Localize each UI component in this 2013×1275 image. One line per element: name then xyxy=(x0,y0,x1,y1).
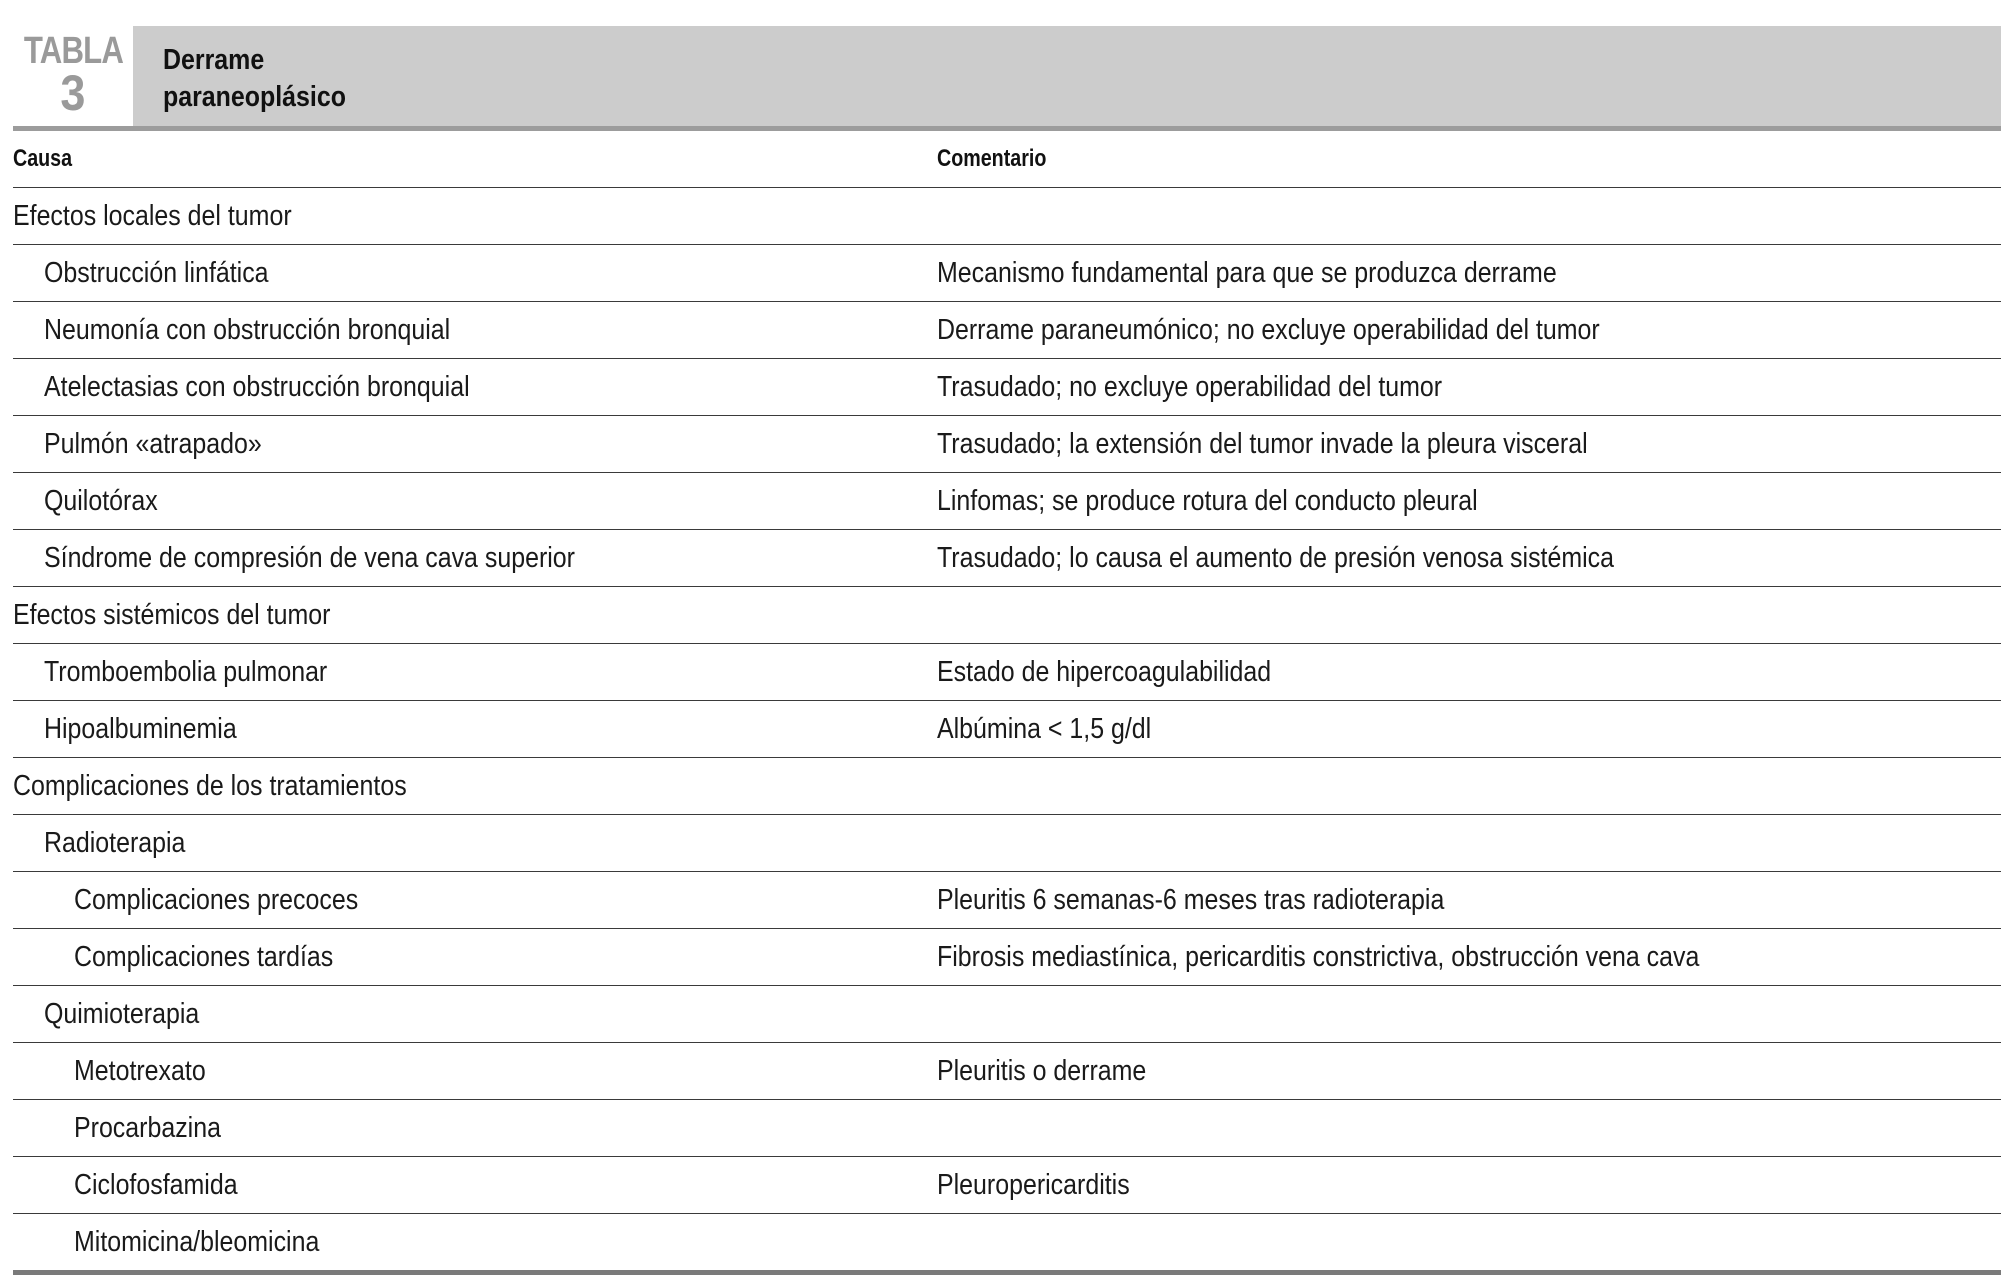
comment-cell xyxy=(937,530,2001,587)
comment-cell xyxy=(937,815,2001,872)
table-row xyxy=(13,188,2001,245)
comment-text: Estado de hipercoagulabilidad xyxy=(937,655,1272,688)
comment-cell xyxy=(937,1043,2001,1100)
column-header-row xyxy=(13,131,2001,188)
table-row xyxy=(13,644,2001,701)
table-title xyxy=(133,26,2001,126)
cause-cell xyxy=(13,644,937,701)
cause-cell xyxy=(13,302,937,359)
comment-cell xyxy=(937,872,2001,929)
cause-cell xyxy=(13,473,937,530)
cause-text: Obstrucción linfática xyxy=(44,256,269,289)
comment-text: Trasudado; la extensión del tumor invade la pleura visceral xyxy=(937,427,1588,460)
column-header-comentario: Comentario xyxy=(937,131,2001,188)
comment-text: Derrame paraneumónico; no excluye operabilidad del tumor xyxy=(937,313,1600,346)
cause-cell xyxy=(13,245,937,302)
cause-text: Complicaciones de los tratamientos xyxy=(13,769,407,802)
cause-text: Mitomicina/bleomicina xyxy=(74,1225,320,1258)
comment-cell xyxy=(937,302,2001,359)
table-tag-number: 3 xyxy=(60,65,86,121)
comment-text: Pleuritis o derrame xyxy=(937,1054,1147,1087)
comment-cell xyxy=(937,188,2001,245)
comment-cell xyxy=(937,701,2001,758)
cause-text: Atelectasias con obstrucción bronquial xyxy=(44,370,470,403)
table-title-line1: Derrame xyxy=(163,44,265,76)
table-row xyxy=(13,245,2001,302)
cause-cell xyxy=(13,758,937,815)
cause-text: Quilotórax xyxy=(44,484,158,517)
table-title-line2: paraneoplásico xyxy=(163,81,346,113)
cause-cell xyxy=(13,416,937,473)
comment-cell xyxy=(937,473,2001,530)
table-row xyxy=(13,1100,2001,1157)
cause-text: Pulmón «atrapado» xyxy=(44,427,262,460)
comment-cell xyxy=(937,986,2001,1043)
table-row xyxy=(13,473,2001,530)
table-container xyxy=(13,26,2001,1275)
cause-cell xyxy=(13,815,937,872)
cause-cell xyxy=(13,986,937,1043)
cause-text: Complicaciones precoces xyxy=(74,883,359,916)
table-row xyxy=(13,872,2001,929)
comment-cell xyxy=(937,1214,2001,1273)
cause-cell xyxy=(13,587,937,644)
cause-text: Efectos locales del tumor xyxy=(13,199,292,232)
table-tag xyxy=(13,26,133,126)
table-row xyxy=(13,986,2001,1043)
cause-cell xyxy=(13,1214,937,1273)
table-row xyxy=(13,701,2001,758)
cause-text: Ciclofosfamida xyxy=(74,1168,238,1201)
comment-cell xyxy=(937,1157,2001,1214)
comment-cell xyxy=(937,929,2001,986)
table-row xyxy=(13,1043,2001,1100)
cause-cell xyxy=(13,1157,937,1214)
cause-cell xyxy=(13,929,937,986)
table-row xyxy=(13,302,2001,359)
cause-text: Neumonía con obstrucción bronquial xyxy=(44,313,451,346)
comment-text: Pleuropericarditis xyxy=(937,1168,1130,1201)
data-table xyxy=(13,131,2001,1275)
comment-cell xyxy=(937,587,2001,644)
cause-cell xyxy=(13,701,937,758)
table-header-band xyxy=(13,26,2001,131)
cause-text: Tromboembolia pulmonar xyxy=(44,655,328,688)
comment-text: Mecanismo fundamental para que se produzca derrame xyxy=(937,256,1557,289)
cause-cell xyxy=(13,188,937,245)
comment-text: Linfomas; se produce rotura del conducto pleural xyxy=(937,484,1478,517)
table-row xyxy=(13,587,2001,644)
comment-cell xyxy=(937,1100,2001,1157)
cause-text: Quimioterapia xyxy=(44,997,200,1030)
table-row xyxy=(13,359,2001,416)
cause-text: Hipoalbuminemia xyxy=(44,712,237,745)
cause-text: Complicaciones tardías xyxy=(74,940,334,973)
table-row xyxy=(13,1214,2001,1273)
cause-cell xyxy=(13,1043,937,1100)
table-row xyxy=(13,530,2001,587)
cause-text: Radioterapia xyxy=(44,826,186,859)
table-tag-word: TABLA xyxy=(23,30,123,72)
cause-cell xyxy=(13,530,937,587)
cause-cell xyxy=(13,359,937,416)
comment-cell xyxy=(937,644,2001,701)
cause-text: Metotrexato xyxy=(74,1054,206,1087)
cause-cell xyxy=(13,1100,937,1157)
comment-cell xyxy=(937,758,2001,815)
cause-cell xyxy=(13,872,937,929)
comment-text: Albúmina < 1,5 g/dl xyxy=(937,712,1152,745)
comment-text: Trasudado; no excluye operabilidad del tumor xyxy=(937,370,1443,403)
table-body xyxy=(13,188,2001,1273)
cause-text: Efectos sistémicos del tumor xyxy=(13,598,331,631)
table-row xyxy=(13,416,2001,473)
column-header-causa: Causa xyxy=(13,131,937,188)
comment-text: Fibrosis mediastínica, pericarditis constrictiva, obstrucción vena cava xyxy=(937,940,1700,973)
comment-text: Trasudado; lo causa el aumento de presión venosa sistémica xyxy=(937,541,1615,574)
table-row xyxy=(13,1157,2001,1214)
comment-text: Pleuritis 6 semanas-6 meses tras radioterapia xyxy=(937,883,1445,916)
cause-text: Síndrome de compresión de vena cava superior xyxy=(44,541,575,574)
table-row xyxy=(13,815,2001,872)
comment-cell xyxy=(937,245,2001,302)
table-row xyxy=(13,929,2001,986)
comment-cell xyxy=(937,359,2001,416)
comment-cell xyxy=(937,416,2001,473)
table-row xyxy=(13,758,2001,815)
cause-text: Procarbazina xyxy=(74,1111,221,1144)
